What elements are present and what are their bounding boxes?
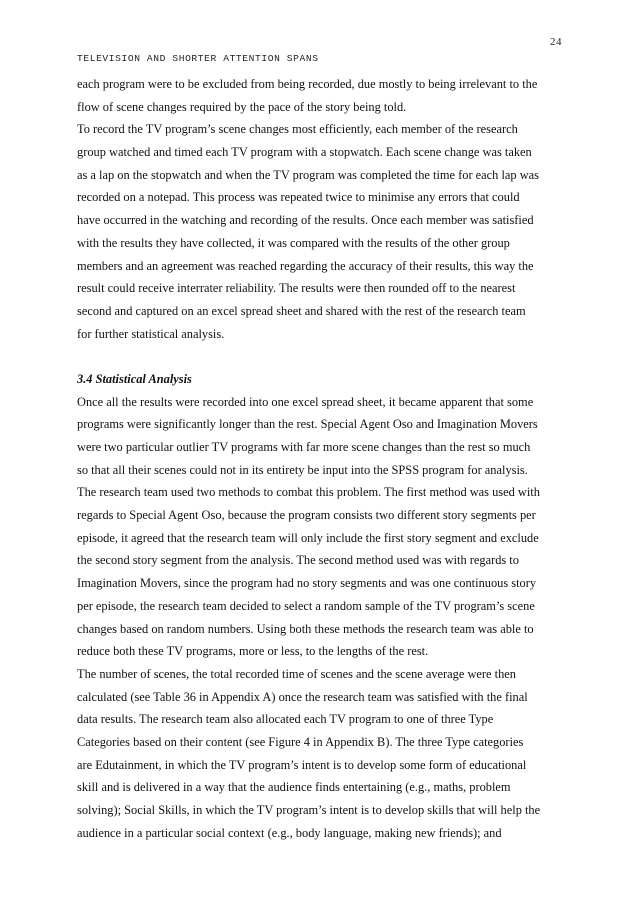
text-line: Once all the results were recorded into one excel spread sheet, it became apparent that some — [77, 394, 534, 409]
text-line: result could receive interrater reliability. The results were then rounded off to the nearest — [77, 281, 516, 296]
text-line: calculated (see Table 36 in Appendix A) once the research team was satisfied with the final — [77, 689, 528, 704]
text-line: flow of scene changes required by the pace of the story being told. — [77, 99, 407, 114]
text-line: Imagination Movers, since the program had no story segments and was one continuous story — [77, 576, 537, 591]
paragraph-spacer — [77, 345, 567, 368]
text-line: with the results they have collected, it was compared with the results of the other group — [77, 235, 510, 250]
text-line: group watched and timed each TV program with a stopwatch. Each scene change was taken — [77, 145, 532, 160]
text-line: for further statistical analysis. — [77, 326, 225, 341]
running-head: TELEVISION AND SHORTER ATTENTION SPANS — [77, 53, 319, 64]
text-line: members and an agreement was reached regarding the accuracy of their results, this way the — [77, 258, 534, 273]
paragraph-statistical-analysis — [77, 391, 567, 663]
paragraph-recording-method — [77, 73, 567, 345]
text-line: each program were to be excluded from being recorded, due mostly to being irrelevant to the — [77, 77, 538, 91]
text-line: recorded on a notepad. This process was repeated twice to minimise any errors that could — [77, 190, 520, 205]
text-line: audience in a particular social context (e.g., body language, making new friends); and — [77, 825, 502, 840]
text-line: have occurred in the watching and recording of the results. Once each member was satisfied — [77, 213, 534, 228]
paragraph-scene-calculation — [77, 663, 567, 845]
text-line: programs were significantly longer than the rest. Special Agent Oso and Imagination Movers — [77, 417, 538, 432]
text-line: data results. The research team also allocated each TV program to one of three Type — [77, 712, 494, 727]
page-number: 24 — [550, 36, 562, 48]
text-line: changes based on random numbers. Using both these methods the research team was able to — [77, 621, 534, 636]
text-line: were two particular outlier TV programs with far more scene changes than the rest so much — [77, 440, 531, 454]
text-line: per episode, the research team decided to select a random sample of the TV program’s scene — [77, 598, 535, 613]
section-heading: 3.4 Statistical Analysis — [77, 371, 192, 386]
text-line: are Edutainment, in which the TV program’s intent is to develop some form of educational — [77, 757, 527, 772]
text-line: To record the TV program’s scene changes most efficiently, each member of the research — [77, 122, 518, 137]
text-line: episode, it agreed that the research team will only include the first story segment and exclude — [77, 530, 539, 545]
text-line: reduce both these TV programs, more or less, to the lengths of the rest. — [77, 644, 429, 659]
body-text — [77, 73, 567, 844]
text-line: the second story segment from the analysis. The second method used was with regards to — [77, 553, 519, 568]
text-line: regards to Special Agent Oso, because the program consists two different story segments per — [77, 508, 536, 523]
text-line: as a lap on the stopwatch and when the TV program was completed the time for each lap was — [77, 167, 539, 182]
text-line: second and captured on an excel spread sheet and shared with the rest of the research team — [77, 303, 526, 318]
text-line: Categories based on their content (see Figure 4 in Appendix B). The three Type categories — [77, 734, 524, 749]
text-line: skill and is delivered in a way that the audience finds entertaining (e.g., maths, problem — [77, 780, 511, 795]
text-line: solving); Social Skills, in which the TV program’s intent is to develop skills that will help the — [77, 803, 541, 817]
text-line: The research team used two methods to combat this problem. The first method was used with — [77, 485, 540, 500]
text-line: The number of scenes, the total recorded time of scenes and the scene average were then — [77, 666, 516, 681]
text-line: so that all their scenes could not in its entirety be input into the SPSS program for analysis. — [77, 462, 528, 477]
